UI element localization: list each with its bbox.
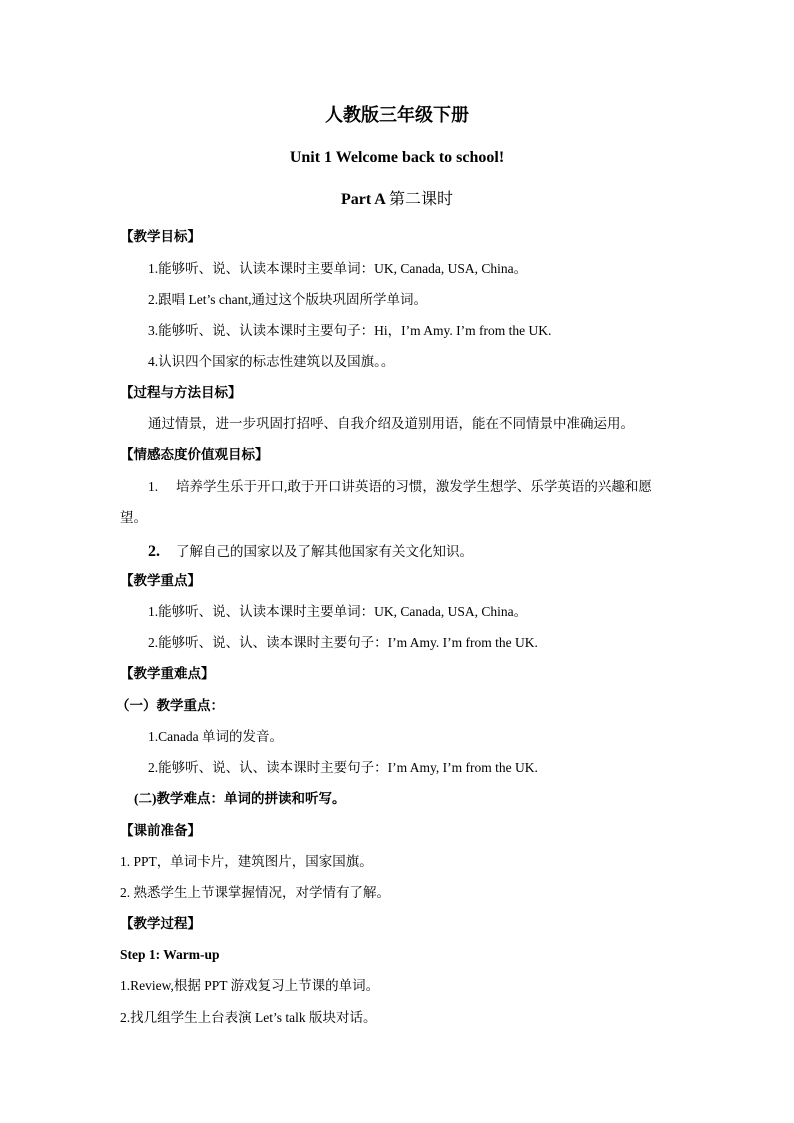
preparation-item: 2. 熟悉学生上节课掌握情况，对学情有了解。 <box>120 885 390 900</box>
emotion-item-1-text: 培养学生乐于开口,敢于开口讲英语的习惯，激发学生想学、乐学英语的兴趣和愿 <box>176 479 652 494</box>
emotion-item-2-text: 了解自己的国家以及了解其他国家有关文化知识。 <box>176 544 473 559</box>
step1-heading: Step 1: Warm-up <box>120 947 220 962</box>
key-point-item: 2.能够听、说、认、读本课时主要句子：I’m Amy. I’m from the UK. <box>148 635 538 650</box>
preparation-item: 1. PPT，单词卡片，建筑图片，国家国旗。 <box>120 854 373 869</box>
heading-difficulties: 【教学重难点】 <box>120 666 215 681</box>
part-title-cn: 第二课时 <box>388 191 453 208</box>
heading-procedure: 【教学过程】 <box>120 916 201 931</box>
key-point-item: 1.能够听、说、认读本课时主要单词：UK, Canada, USA, China。 <box>148 604 528 619</box>
procedure-item: 2.找几组学生上台表演 Let’s talk 版块对话。 <box>120 1010 377 1025</box>
heading-key-points: 【教学重点】 <box>120 573 201 588</box>
part-title-en: Part A <box>340 191 385 208</box>
emotion-item-1 <box>148 478 652 496</box>
process-goals-text: 通过情景，进一步巩固打招呼、自我介绍及道别用语，能在不同情景中准确运用。 <box>148 416 634 431</box>
heading-goals: 【教学目标】 <box>120 229 201 244</box>
heading-preparation: 【课前准备】 <box>120 823 201 838</box>
emotion-item-1-continuation: 望。 <box>120 510 147 525</box>
difficulties-sub2: (二)教学难点：单词的拼读和听写。 <box>134 791 346 806</box>
goal-item: 2.跟唱 Let’s chant,通过这个版块巩固所学单词。 <box>148 292 427 307</box>
goal-item: 1.能够听、说、认读本课时主要单词：UK, Canada, USA, China。 <box>148 261 528 276</box>
emotion-item-2 <box>148 543 473 561</box>
difficulty-item: 2.能够听、说、认、读本课时主要句子：I’m Amy, I’m from the UK. <box>148 760 538 775</box>
goal-item: 4.认识四个国家的标志性建筑以及国旗。。 <box>148 354 395 369</box>
part-title <box>0 191 794 209</box>
emotion-item-2-number: 2. <box>148 543 160 560</box>
emotion-item-1-number: 1. <box>148 479 159 494</box>
procedure-item: 1.Review,根据 PPT 游戏复习上节课的单词。 <box>120 978 380 993</box>
unit-title: Unit 1 Welcome back to school! <box>289 149 505 166</box>
doc-title: 人教版三年级下册 <box>325 105 469 125</box>
heading-emotion-goals: 【情感态度价值观目标】 <box>120 447 269 462</box>
difficulties-sub1: （一）教学重点： <box>116 698 224 713</box>
heading-process-goals: 【过程与方法目标】 <box>120 385 242 400</box>
difficulty-item: 1.Canada 单词的发音。 <box>148 729 283 744</box>
goal-item: 3.能够听、说、认读本课时主要句子：Hi，I’m Amy. I’m from the UK. <box>148 323 552 338</box>
